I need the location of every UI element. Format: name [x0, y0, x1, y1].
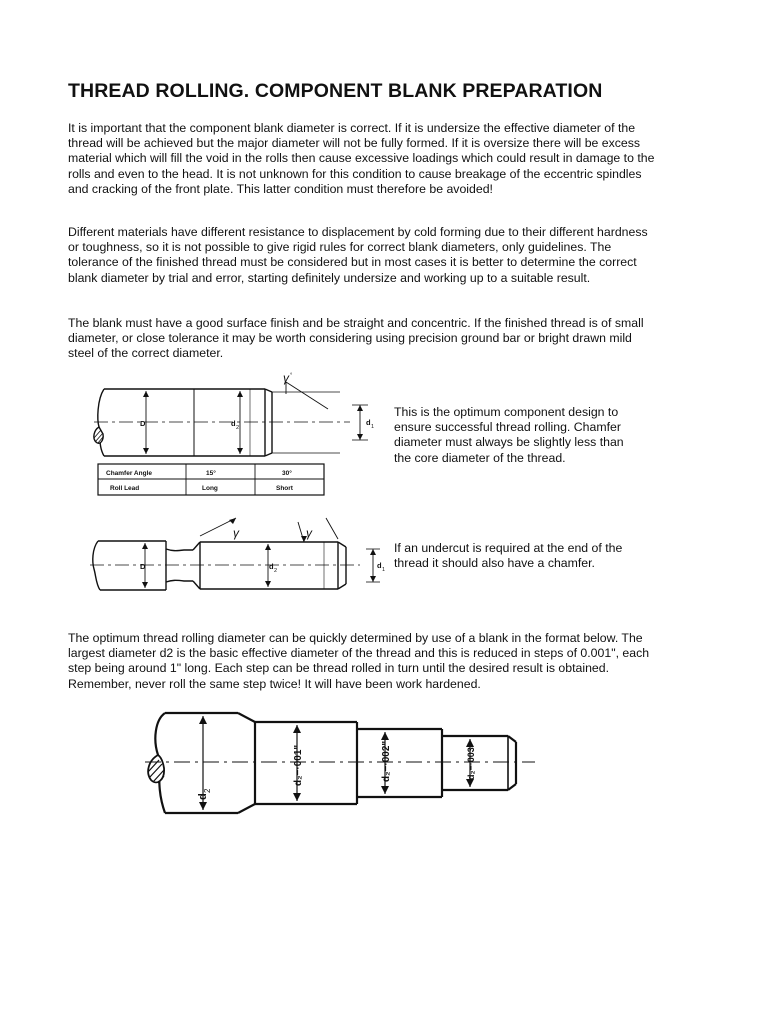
label-d2-sub: 2 — [203, 788, 212, 793]
label-gamma: γ — [283, 372, 289, 385]
figure-optimum-component — [90, 372, 390, 505]
label-d2-sub: 2 — [236, 425, 240, 431]
table-cell-roll-lead: Roll Lead — [110, 485, 140, 492]
label-d1: d — [377, 561, 382, 570]
label-gamma-right: γ — [306, 526, 312, 540]
label-d1-sub: 1 — [382, 567, 386, 573]
label-d1-sub: 1 — [371, 424, 375, 430]
label-d2: d — [197, 793, 209, 800]
component-diagram — [90, 372, 390, 500]
label-d1: d — [366, 418, 371, 427]
label-step3: d₂−·003" — [466, 742, 476, 780]
label-gamma-degree: ° — [290, 373, 293, 379]
table-cell-30: 30° — [282, 470, 292, 477]
label-D: D — [140, 562, 146, 571]
table-cell-chamfer-angle: Chamfer Angle — [106, 470, 152, 477]
label-step1: d₂−·001" — [293, 744, 304, 786]
figure1-caption: This is the optimum component design to ensure successful thread rolling. Chamfer diameter must always be slightly less than the core diameter of the thread. — [394, 405, 624, 465]
label-D: D — [140, 419, 146, 428]
label-d2: d — [269, 562, 274, 571]
paragraph-optimum-diameter: The optimum thread rolling diameter can be quickly determined by use of a blank in the format below. The largest diameter d2 is the basic effective diameter of the thread and this is reduced in steps of 0.001", each step being around 1" long. Each step can be thread rolled in turn until the desired result is obtained. Remember, never roll the same step twice! It will have been work hardened. — [68, 631, 650, 691]
label-d2: d — [231, 419, 236, 428]
label-step2: d₂−·002" — [381, 740, 392, 782]
figure-undercut-component — [88, 514, 393, 609]
figure2-caption: If an undercut is required at the end of the thread it should also have a chamfer. — [394, 541, 623, 571]
table-cell-long: Long — [202, 485, 218, 492]
paragraph-surface-finish: The blank must have a good surface finish and be straight and concentric. If the finished thread is of small diameter, or close tolerance it may be worth considering using precision ground bar or bright drawn mild steel of the correct diameter. — [68, 316, 644, 361]
page-title: THREAD ROLLING. COMPONENT BLANK PREPARATION — [68, 80, 603, 102]
stepped-blank-diagram — [125, 700, 545, 825]
label-d2-sub: 2 — [274, 568, 278, 574]
table-cell-short: Short — [276, 485, 293, 492]
table-cell-15: 15° — [206, 470, 216, 477]
undercut-diagram — [88, 514, 393, 604]
label-gamma-left: γ — [233, 526, 239, 540]
paragraph-materials: Different materials have different resistance to displacement by cold forming due to their different hardness or toughness, so it is not possible to give rigid rules for correct blank diameters, only guidelines. The tolerance of the finished thread must be considered but in most cases it is better to determine the correct blank diameter by trial and error, starting definitely undersize and working up to a suitable result. — [68, 225, 648, 285]
figure-stepped-blank — [125, 700, 545, 830]
paragraph-blank-diameter: It is important that the component blank diameter is correct. If it is undersize the effective diameter of the thread will be achieved but the major diameter will not be fully formed. If it is oversize there will be excess material which will fill the void in the rolls then cause excessive loadings which could result in damage to the rolls and even to the head. It is not unknown for this condition to cause breakage of the eccentric spindles and cracking of the front plate. This latter condition must therefore be avoided! — [68, 121, 655, 196]
